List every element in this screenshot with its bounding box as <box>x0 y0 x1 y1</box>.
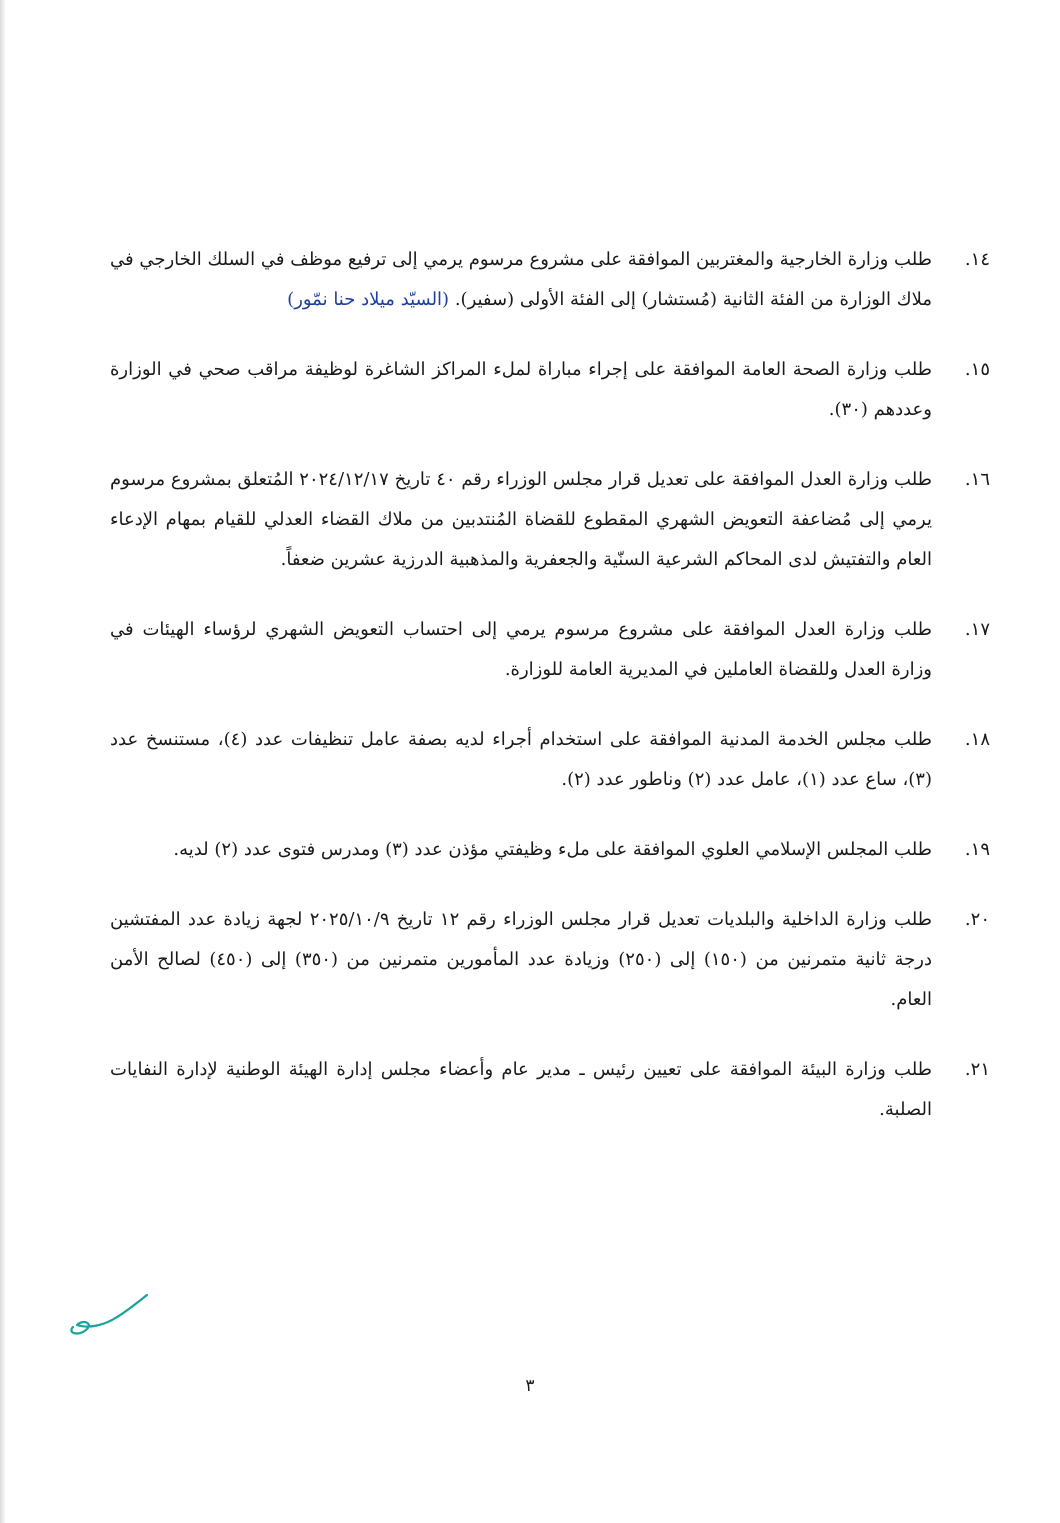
agenda-item-19 <box>110 830 990 870</box>
item-number: ١٩. <box>964 839 990 860</box>
item-text: طلب وزارة الصحة العامة الموافقة على إجراء مباراة لملء المراكز الشاغرة لوظيفة مراقب صحي في الوزارة وعددهم (٣٠). <box>110 359 932 420</box>
item-text: طلب وزارة الداخلية والبلديات تعديل قرار مجلس الوزراء رقم ١٢ تاريخ ٢٠٢٥/١٠/٩ لجهة زيادة عدد المفتشين درجة ثانية متمرنين من (١٥٠) إلى (٢٥٠) وزيادة عدد المأمورين متمرنين من (٣٥٠) إلى (٤٥٠) لصالح الأمن العام. <box>110 909 932 1010</box>
agenda-item-17 <box>110 610 990 690</box>
agenda-item-14 <box>110 240 990 320</box>
agenda-item-16 <box>110 460 990 580</box>
agenda-item-21 <box>110 1050 990 1130</box>
item-text <box>110 240 932 320</box>
item-text-body: طلب وزارة الخارجية والمغتربين الموافقة على مشروع مرسوم يرمي إلى ترفيع موظف في السلك الخارجي في ملاك الوزارة من الفئة الثانية (مُستشار) إلى الفئة الأولى (سفير). <box>110 249 932 310</box>
handwritten-note: (السيّد ميلاد حنا نمّور) <box>287 289 450 310</box>
item-number: ٢١. <box>964 1059 990 1080</box>
agenda-item-20 <box>110 900 990 1020</box>
agenda-items-list <box>110 240 990 1160</box>
page-edge <box>0 0 6 1523</box>
item-number: ١٧. <box>964 619 990 640</box>
agenda-item-15 <box>110 350 990 430</box>
item-text: طلب وزارة العدل الموافقة على مشروع مرسوم يرمي إلى احتساب التعويض الشهري لرؤساء الهيئات في وزارة العدل وللقضاة العاملين في المديرية العامة للوزارة. <box>110 619 932 680</box>
agenda-item-18 <box>110 720 990 800</box>
item-number: ١٦. <box>964 469 990 490</box>
page-number: ٣ <box>525 1376 535 1396</box>
item-number: ١٥. <box>964 359 990 380</box>
item-number: ٢٠. <box>964 909 990 930</box>
item-number: ١٨. <box>964 729 990 750</box>
item-text: طلب وزارة العدل الموافقة على تعديل قرار مجلس الوزراء رقم ٤٠ تاريخ ٢٠٢٤/١٢/١٧ المُتعلق بمشروع مرسوم يرمي إلى مُضاعفة التعويض الشهري المقطوع للقضاة المُنتدبين من ملاك القضاء العدلي للقيام بمهام الإدعاء العام والتفتيش لدى المحاكم الشرعية السنّية والجعفرية والمذهبية الدرزية عشرين ضعفاً. <box>110 469 932 570</box>
signature-mark <box>65 1285 155 1340</box>
item-text: طلب وزارة البيئة الموافقة على تعيين رئيس ـ مدير عام وأعضاء مجلس إدارة الهيئة الوطنية لإدارة النفايات الصلبة. <box>110 1059 932 1120</box>
item-number: ١٤. <box>964 249 990 270</box>
item-text: طلب المجلس الإسلامي العلوي الموافقة على ملء وظيفتي مؤذن عدد (٣) ومدرس فتوى عدد (٢) لديه. <box>173 839 932 860</box>
item-text: طلب مجلس الخدمة المدنية الموافقة على استخدام أجراء لديه بصفة عامل تنظيفات عدد (٤)، مستنسخ عدد (٣)، ساع عدد (١)، عامل عدد (٢) وناطور عدد (٢). <box>110 729 932 790</box>
